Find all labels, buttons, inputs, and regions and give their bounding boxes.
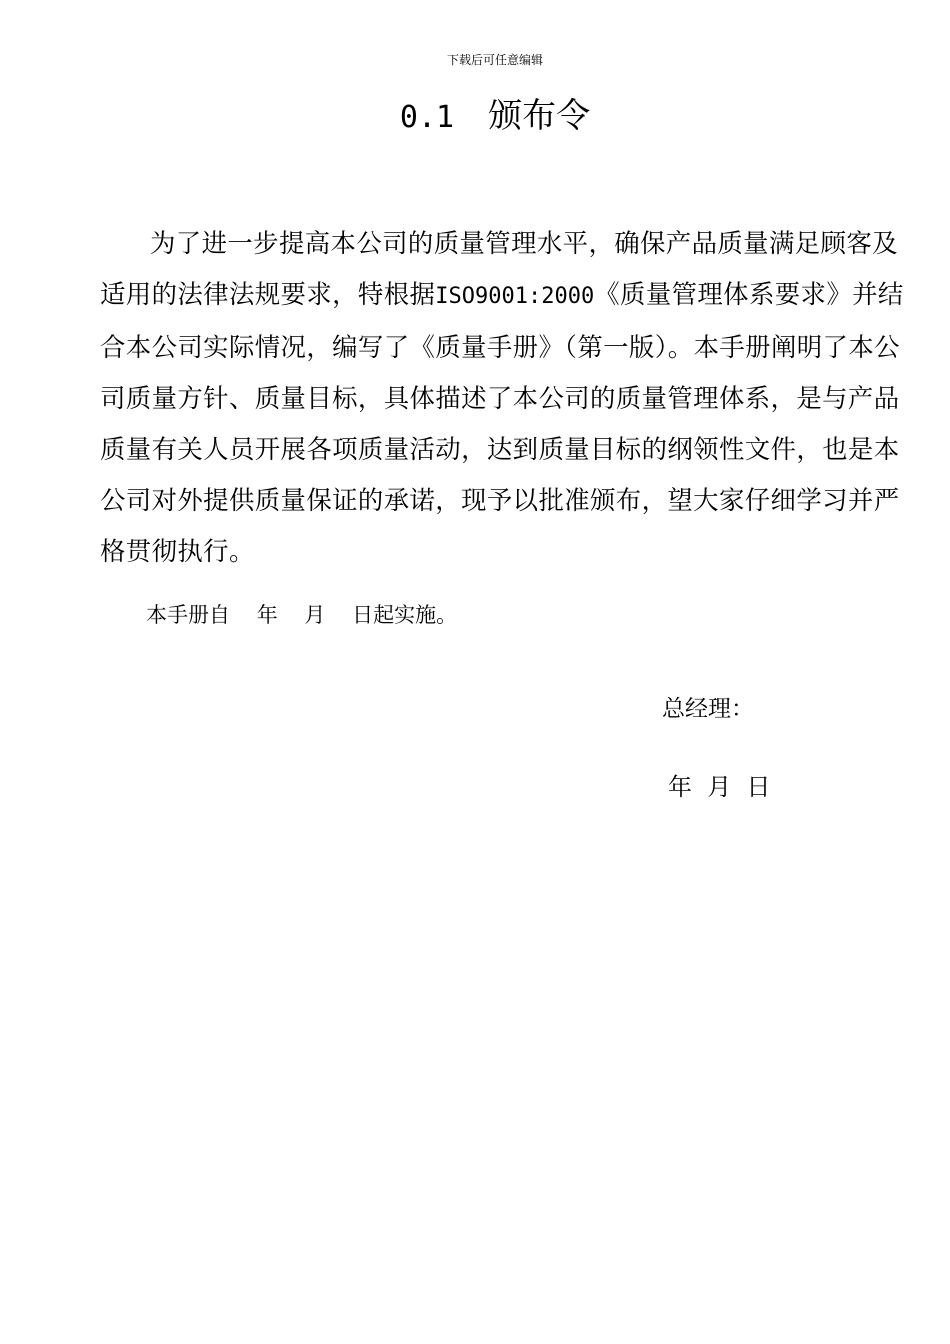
paragraph-text-end: 《质量管理体系要求》并结合本公司实际情况，编写了《质量手册》（第一版）。本手册阐明了本公司质量方针、质量目标，具体描述了本公司的质量管理体系，是与产品质量有关人员开展各项质量活动，达到质量目标的纲领性文件，也是本公司对外提供质量保证的承诺，现予以批准颁布，望大家仔细学习并严格贯彻执行。 (100, 279, 904, 566)
header-note: 下载后可任意编辑 (446, 53, 543, 67)
promulgation-paragraph (100, 218, 912, 577)
signature-date: 年 月 日 (668, 773, 771, 801)
title-section-number: 0.1 (399, 100, 455, 135)
standard-code: ISO9001:2000 (435, 284, 595, 309)
document-title (0, 94, 950, 140)
general-manager-label: 总经理： (662, 696, 754, 722)
paragraph-text-start: 为了进一步提高本公司的质量管理水平，确保产品质量满足顾客及适用的法律法规要求，特根据 (100, 228, 898, 309)
title-text: 颁布令 (488, 96, 591, 136)
effective-date-line: 本手册自 年 月 日起实施。 (146, 603, 458, 627)
